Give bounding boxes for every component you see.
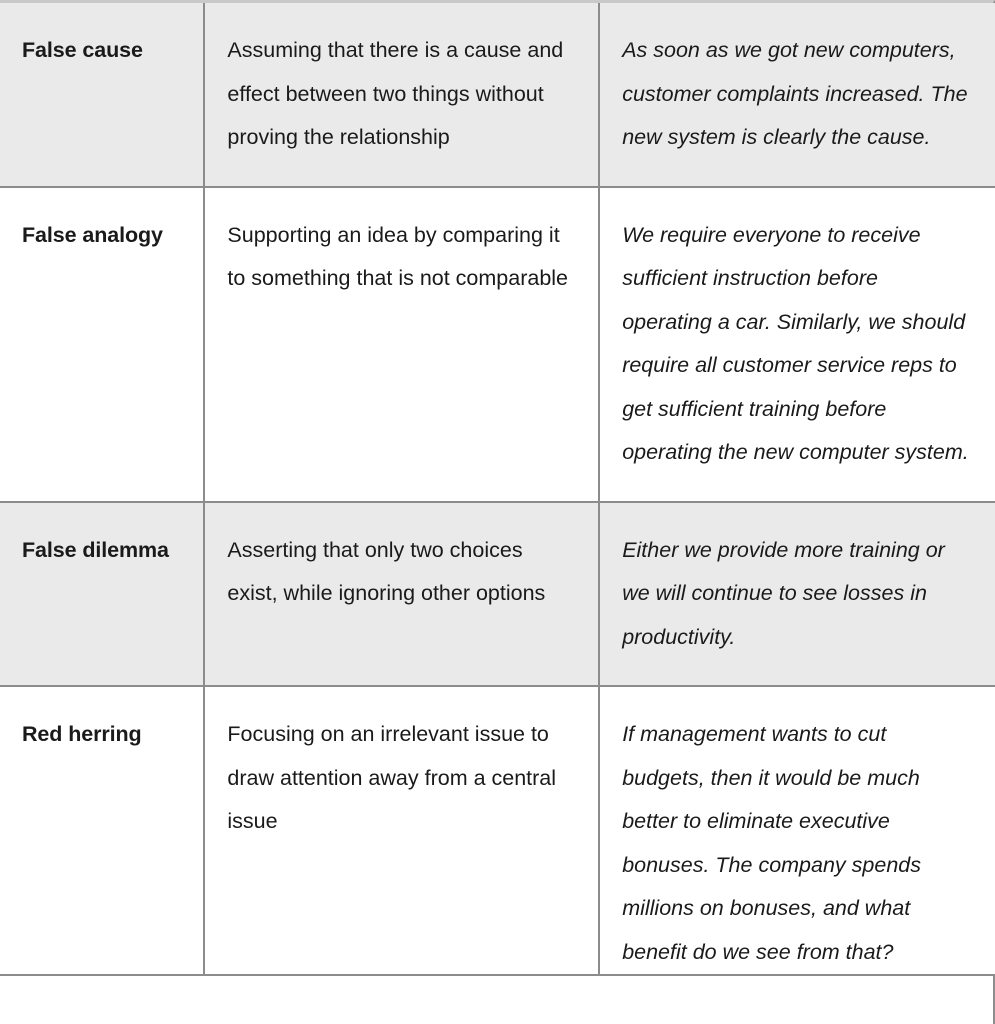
fallacy-definition: Focusing on an irrelevant issue to draw attention away from a central issue: [204, 686, 599, 975]
table-row: [0, 187, 995, 502]
fallacy-term: False dilemma: [0, 502, 204, 687]
table-row: [0, 3, 995, 187]
logical-fallacies-table: [0, 3, 995, 976]
fallacy-example: As soon as we got new computers, customer complaints increased. The new system is clearly the cause.: [599, 3, 995, 187]
table-row: [0, 502, 995, 687]
table-row: [0, 686, 995, 975]
fallacy-definition: Supporting an idea by comparing it to something that is not comparable: [204, 187, 599, 502]
fallacy-example: We require everyone to receive sufficient instruction before operating a car. Similarly, we should require all customer service reps to get sufficient training before operating the new computer system.: [599, 187, 995, 502]
table-body: [0, 3, 995, 975]
fallacy-definition: Assuming that there is a cause and effect between two things without proving the relationship: [204, 3, 599, 187]
fallacy-example: Either we provide more training or we will continue to see losses in productivity.: [599, 502, 995, 687]
fallacy-definition: Asserting that only two choices exist, while ignoring other options: [204, 502, 599, 687]
fallacy-example: If management wants to cut budgets, then it would be much better to eliminate executive bonuses. The company spends millions on bonuses, and what benefit do we see from that?: [599, 686, 995, 975]
fallacy-term: False cause: [0, 3, 204, 187]
fallacy-term: False analogy: [0, 187, 204, 502]
fallacy-term: Red herring: [0, 686, 204, 975]
